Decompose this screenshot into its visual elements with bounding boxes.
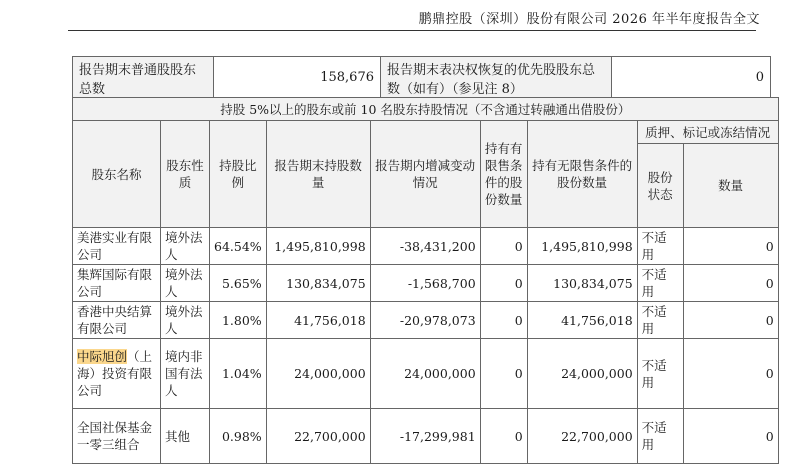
holder-end-qty: 41,756,018 [266,302,370,339]
header-status: 股份状态 [637,144,683,228]
holder-name: 香港中央结算有限公司 [73,302,161,339]
holder-nature: 境外法人 [161,265,210,302]
holder-change: -17,299,981 [370,409,480,464]
top-shareholders-table [72,97,779,464]
holder-end-qty: 1,495,810,998 [266,228,370,265]
holder-nature: 其他 [161,409,210,464]
holder-ratio: 1.04% [210,339,267,409]
holder-change: -20,978,073 [370,302,480,339]
holder-qty: 0 [683,409,778,464]
holder-name-rest: （上海）投资有限公司 [77,349,153,398]
header-end-qty: 报告期末持股数量 [266,121,370,228]
shareholder-summary-table [72,56,771,99]
holder-nature: 境外法人 [161,302,210,339]
header-change: 报告期内增减变动情况 [370,121,480,228]
holder-ratio: 1.80% [210,302,267,339]
header-ratio: 持股比例 [210,121,267,228]
holder-status: 不适用 [637,339,683,409]
table-row [73,302,779,339]
document-header-title: 鹏鼎控股（深圳）股份有限公司 2026 年半年度报告全文 [418,12,760,27]
highlighted-holder-name: 中际旭创 [77,349,128,364]
table-title: 持股 5%以上的股东或前 10 名股东持股情况（不含通过转融通出借股份） [73,98,779,121]
holder-end-qty: 22,700,000 [266,409,370,464]
holder-restricted: 0 [480,228,527,265]
holder-status: 不适用 [637,302,683,339]
summary-row [73,57,771,99]
holder-qty: 0 [683,302,778,339]
header-name: 股东名称 [73,121,161,228]
common-shareholders-label: 报告期末普通股股东总数 [73,57,214,99]
holder-ratio: 64.54% [210,228,267,265]
holder-change: -38,431,200 [370,228,480,265]
holder-qty: 0 [683,265,778,302]
common-shareholders-value: 158,676 [214,57,381,99]
holder-restricted: 0 [480,409,527,464]
holder-ratio: 5.65% [210,265,267,302]
preferred-shareholders-value: 0 [612,57,771,99]
holder-end-qty: 24,000,000 [266,339,370,409]
holder-unrestricted: 41,756,018 [527,302,637,339]
holder-nature: 境外法人 [161,228,210,265]
table-row [73,409,779,464]
holder-end-qty: 130,834,075 [266,265,370,302]
table-row [73,265,779,302]
table-row [73,228,779,265]
holder-status: 不适用 [637,409,683,464]
table-row [73,339,779,409]
holder-name: 全国社保基金一零三组合 [73,409,161,464]
header-restricted: 持有有限售条件的股份数量 [480,121,527,228]
holder-restricted: 0 [480,265,527,302]
holder-restricted: 0 [480,302,527,339]
holder-change: 24,000,000 [370,339,480,409]
holder-name: 美港实业有限公司 [73,228,161,265]
holder-name: 集辉国际有限公司 [73,265,161,302]
holder-unrestricted: 130,834,075 [527,265,637,302]
header-nature: 股东性质 [161,121,210,228]
header-qty: 数量 [683,144,778,228]
header-unrestricted: 持有无限售条件的股份数量 [527,121,637,228]
header-pledge-group: 质押、标记或冻结情况 [637,121,778,144]
holder-unrestricted: 1,495,810,998 [527,228,637,265]
holder-qty: 0 [683,339,778,409]
holder-unrestricted: 22,700,000 [527,409,637,464]
holder-nature: 境内非国有法人 [161,339,210,409]
holder-unrestricted: 24,000,000 [527,339,637,409]
holder-change: -1,568,700 [370,265,480,302]
holder-status: 不适用 [637,228,683,265]
preferred-shareholders-label: 报告期末表决权恢复的优先股股东总数（如有）（参见注 8） [381,57,612,99]
holder-qty: 0 [683,228,778,265]
holder-status: 不适用 [637,265,683,302]
header-rule [68,30,756,31]
holder-restricted: 0 [480,339,527,409]
holder-name [73,339,161,409]
holder-ratio: 0.98% [210,409,267,464]
